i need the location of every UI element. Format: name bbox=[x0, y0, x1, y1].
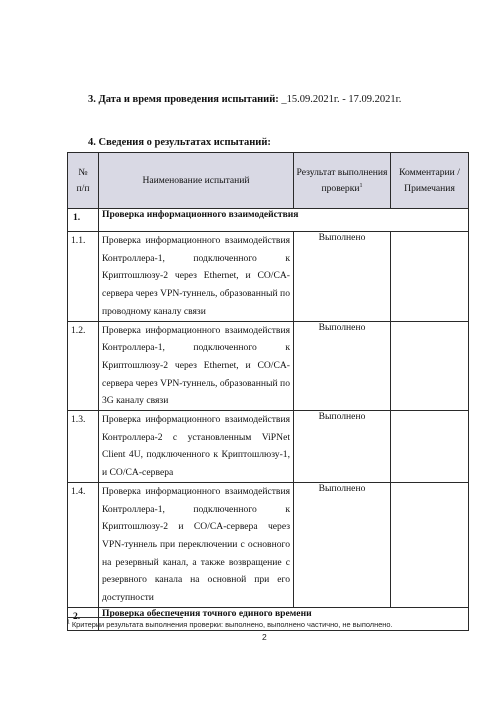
table-section-row bbox=[68, 209, 469, 232]
table-body bbox=[68, 209, 469, 631]
test-name: Проверка информационного взаимодействия Контроллера-2 с установленным ViPNet Client 4U, подключенного к Криптошлюзу-1, и CO/CA-сервера bbox=[99, 411, 294, 483]
test-result: Выполнено bbox=[294, 321, 391, 411]
section-number: 2. bbox=[68, 607, 99, 630]
section-title: Проверка информационного взаимодействия bbox=[99, 209, 469, 232]
page-number: 2 bbox=[262, 632, 267, 642]
test-number: 1.4. bbox=[68, 482, 99, 607]
header-result bbox=[294, 153, 391, 209]
section-4-heading: 4. Сведения о результатах испытаний: bbox=[88, 137, 271, 148]
test-number: 1.3. bbox=[68, 411, 99, 483]
table-row bbox=[68, 232, 469, 322]
footnote-mark: 1 bbox=[67, 619, 70, 626]
results-table bbox=[67, 152, 469, 631]
header-num-line2: п/п bbox=[76, 182, 90, 194]
test-comment bbox=[391, 411, 469, 483]
test-name: Проверка информационного взаимодействия Контроллера-1, подключенного к Криптошлюзу-2 через Ethernet, и CO/CA-сервера через VPN-туннель, образованный по 3G каналу связи bbox=[99, 321, 294, 411]
table-row bbox=[68, 411, 469, 483]
test-name: Проверка информационного взаимодействия Контроллера-1, подключенного к Криптошлюзу-2 и CO/CA-сервера через VPN-туннель при переключении с основного на резервный канал, а также возвращение с резервного канала на основной при его доступности bbox=[99, 482, 294, 607]
table-row bbox=[68, 321, 469, 411]
test-result: Выполнено bbox=[294, 232, 391, 322]
test-comment bbox=[391, 482, 469, 607]
section-3-heading bbox=[88, 94, 401, 105]
test-result: Выполнено bbox=[294, 411, 391, 483]
test-name: Проверка информационного взаимодействия Контроллера-1, подключенного к Криптошлюзу-2 через Ethernet, и CO/CA-сервера через VPN-туннель, образованный по проводному каналу связи bbox=[99, 232, 294, 322]
test-comment bbox=[391, 232, 469, 322]
test-number: 1.1. bbox=[68, 232, 99, 322]
test-comment bbox=[391, 321, 469, 411]
header-num-line1: № bbox=[78, 166, 88, 178]
section-3-title: 3. Дата и время проведения испытаний: bbox=[88, 94, 279, 105]
test-result: Выполнено bbox=[294, 482, 391, 607]
header-num bbox=[68, 153, 99, 209]
table-header-row bbox=[68, 153, 469, 209]
section-number: 1. bbox=[68, 209, 99, 232]
header-name: Наименование испытаний bbox=[99, 153, 294, 209]
header-comment: Комментарии /Примечания bbox=[391, 153, 469, 209]
header-result-label: Результат выполнения проверки bbox=[296, 166, 388, 194]
test-number: 1.2. bbox=[68, 321, 99, 411]
footnote-separator bbox=[67, 617, 183, 618]
section-title: Проверка обеспечения точного единого времени bbox=[99, 607, 469, 630]
test-dates: _15.09.2021г. - 17.09.2021г. bbox=[281, 94, 402, 105]
footnote bbox=[67, 620, 393, 629]
footnote-text: Критерии результата выполнения проверки: выполнено, выполнено частично, не выполнено. bbox=[69, 620, 393, 629]
header-result-footnote-mark: 1 bbox=[359, 182, 363, 189]
table-row bbox=[68, 482, 469, 607]
